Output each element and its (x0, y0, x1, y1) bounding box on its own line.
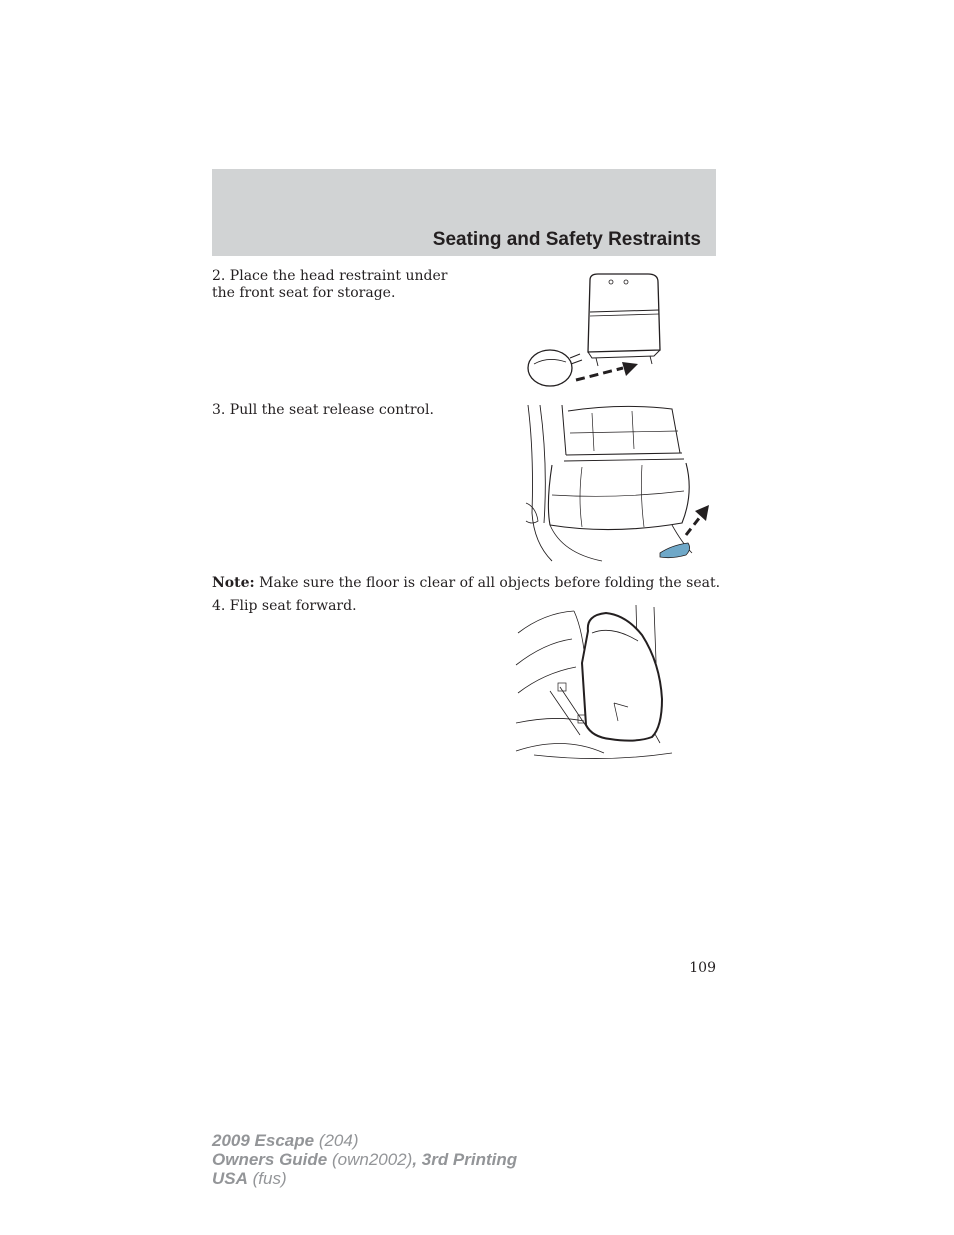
step-3-text: 3. Pull the seat release control. (212, 402, 434, 418)
flip-seat-forward-illustration (514, 603, 674, 759)
footer-edition-info (212, 1131, 517, 1188)
section-header-band (212, 169, 716, 256)
seat-release-control-illustration (522, 403, 714, 563)
note-label: Note: (212, 575, 255, 591)
footer-line-3: USA (fus) (212, 1169, 287, 1188)
step-2-text (212, 268, 447, 302)
note-text: Make sure the floor is clear of all objects before folding the seat. (254, 575, 721, 591)
footer-line-2: Owners Guide (own2002), 3rd Printing (212, 1150, 518, 1169)
section-title: Seating and Safety Restraints (432, 229, 701, 250)
head-restraint-storage-illustration (518, 270, 668, 392)
footer-line-1: 2009 Escape (204) (212, 1131, 359, 1150)
step-4-text: 4. Flip seat forward. (212, 598, 357, 614)
page-number: 109 (689, 960, 716, 976)
note-paragraph (212, 575, 720, 592)
step-2-line-1: 2. Place the head restraint under (212, 268, 448, 284)
step-2-line-2: the front seat for storage. (212, 285, 396, 301)
